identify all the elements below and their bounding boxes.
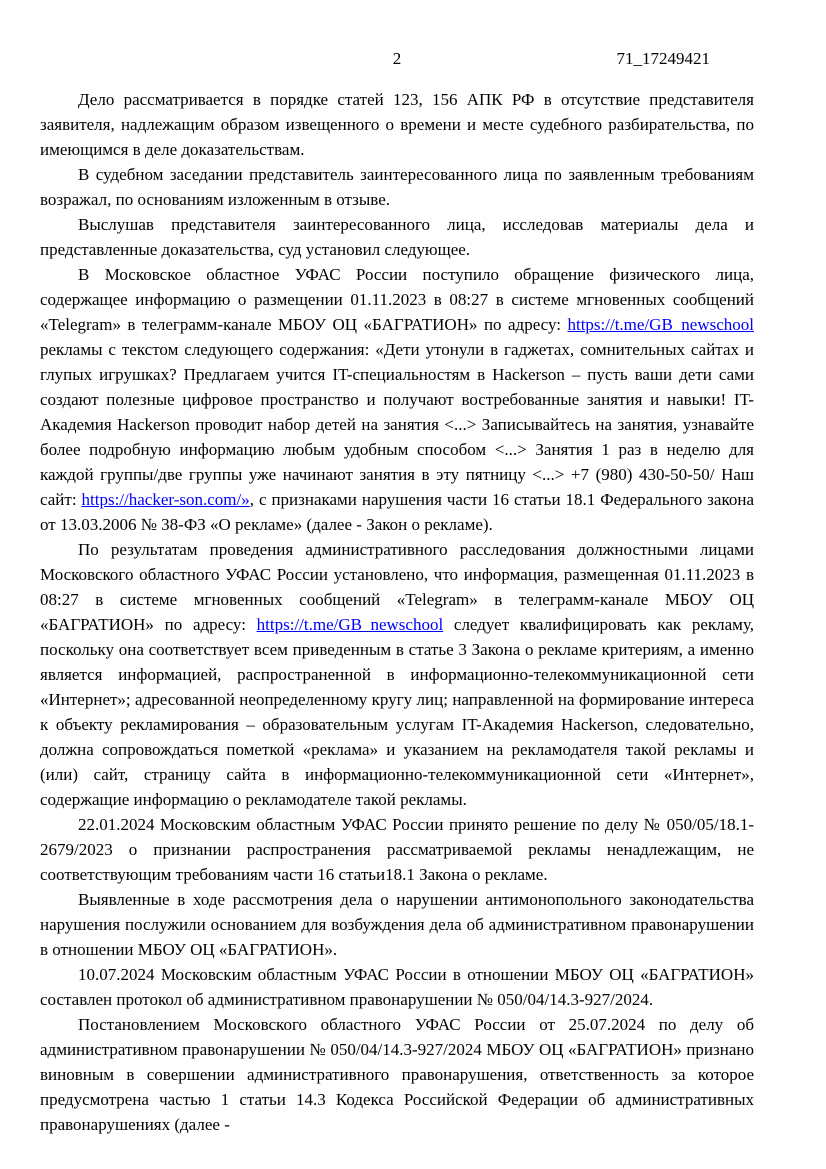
page-number: 2 — [392, 49, 402, 68]
link-hacker-son-site[interactable]: https://hacker-son.com/» — [81, 490, 250, 509]
link-telegram-channel-2[interactable]: https://t.me/GB_newschool — [256, 615, 444, 634]
text-run: Выслушав представителя заинтересованного лица, исследовав материалы дела и представленные доказательства, суд установил следующее. — [40, 215, 754, 259]
paragraph — [40, 262, 754, 537]
text-run: В судебном заседании представитель заинтересованного лица по заявленным требованиям возражал, по основаниям изложенным в отзыве. — [40, 165, 754, 209]
text-run: Выявленные в ходе рассмотрения дела о нарушении антимонопольного законодательства нарушения послужили основанием для возбуждения дела об административном правонарушении в отношении МБОУ ОЦ «БАГРАТИОН». — [40, 890, 754, 959]
text-run: 10.07.2024 Московским областным УФАС России в отношении МБОУ ОЦ «БАГРАТИОН» составлен протокол об административном правонарушении № 050/04/14.3-927/2024. — [40, 965, 754, 1009]
paragraph — [40, 887, 754, 962]
paragraph — [40, 87, 754, 162]
text-run: рекламы с текстом следующего содержания: «Дети утонули в гаджетах, сомнительных сайтах и глупых игрушках? Предлагаем учится IT-специальностям в Hackerson – пусть ваши дети сами создают полезные цифровое пространство и получают востребованные занятия и навыки! IT-Академия Hackerson проводит набор детей на занятия <...> Записывайтесь на занятия, узнавайте более подробную информацию любым удобным способом <...> Занятия 1 раз в неделю для каждой группы/две группы уже начинают занятия в эту пятницу <...> +7 (980) 430-50-50/ Наш сайт: — [40, 340, 754, 509]
paragraph — [40, 1012, 754, 1137]
link-telegram-channel-1[interactable]: https://t.me/GB_newschool — [567, 315, 754, 334]
text-run: В Московское областное УФАС России поступило обращение физического лица, содержащее информацию о размещении 01.11.2023 в 08:27 в системе мгновенных сообщений «Telegram» в телеграмм-канале МБОУ ОЦ «БАГРАТИОН» по адресу: — [40, 265, 754, 334]
paragraph — [40, 212, 754, 262]
text-run: Дело рассматривается в порядке статей 123, 156 АПК РФ в отсутствие представителя заявителя, надлежащим образом извещенного о времени и месте судебного разбирательства, по имеющимся в деле доказательствам. — [40, 90, 754, 159]
text-run: По результатам проведения административного расследования должностными лицами Московского областного УФАС России установлено, что информация, размещенная 01.11.2023 в 08:27 в системе мгновенных сообщений «Telegram» в телеграмм-канале МБОУ ОЦ «БАГРАТИОН» по адресу: — [40, 540, 754, 634]
text-run: следует квалифицировать как рекламу, поскольку она соответствует всем приведенным в статье 3 Закона о рекламе критериям, а именно является информацией, распространенной в информационно-телекоммуникационной сети «Интернет»; адресованной неопределенному кругу лиц; направленной на формирование интереса к объекту рекламирования – образовательным услугам IT-Академия Hackerson, следовательно, должна сопровождаться пометкой «реклама» и указанием на рекламодателя такой рекламы и (или) сайт, страницу сайта в информационно-телекоммуникационной сети «Интернет», содержащие информацию о рекламодателе такой рекламы. — [40, 615, 754, 809]
paragraph — [40, 162, 754, 212]
text-run: , с признаками нарушения части 16 статьи 18.1 Федерального закона от 13.03.2006 № 38-ФЗ «О рекламе» (далее - Закон о рекламе). — [40, 490, 754, 534]
page-header — [40, 46, 754, 71]
text-run: Постановлением Московского областного УФАС России от 25.07.2024 по делу об административном правонарушении № 050/04/14.3-927/2024 МБОУ ОЦ «БАГРАТИОН» признано виновным в совершении административного правонарушения, ответственность за которое предусмотрена частью 1 статьи 14.3 Кодекса Российской Федерации об административных правонарушениях (далее - — [40, 1015, 754, 1134]
paragraph — [40, 962, 754, 1012]
document-id: 71_17249421 — [616, 49, 710, 68]
text-run: 22.01.2024 Московским областным УФАС России принято решение по делу № 050/05/18.1-2679/2023 о признании распространения рассматриваемой рекламы ненадлежащим, не соответствующим требованиям части 16 статьи18.1 Закона о рекламе. — [40, 815, 754, 884]
paragraph — [40, 812, 754, 887]
paragraph — [40, 537, 754, 812]
document-body — [40, 87, 754, 1137]
